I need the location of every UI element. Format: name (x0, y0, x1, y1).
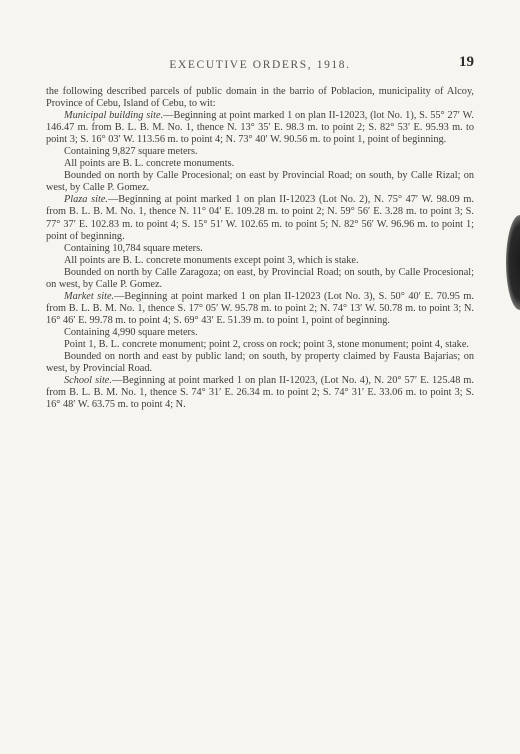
site-label: Municipal building site. (64, 110, 164, 122)
paragraph-area: Containing 4,990 square meters. (64, 326, 198, 338)
paragraph-monuments: All points are B. L. concrete monuments. (64, 158, 235, 170)
paragraph-plaza-site: Plaza site.—Beginning at point marked 1 on plan II-12023 (Lot No. 2), N. 75° 47′ W. 98.09 m. from B. L. B. M. No. 1, thence N. 11° 04′ E. 109.28 m. to point 2; N. 59° 56′ E. 3.28 m. to point 3; S. 77° 37′ E. 102.83 m. to point 4; S. 15° 51′ W. 102.65 m. to point 5; N. 82° 56′ W. 96.96 m. to point 1; point of beginning. (46, 194, 474, 242)
paragraph-bounds: Bounded on north by Calle Zaragoza; on east, by Provincial Road; on south, by Calle Procesional; on west, by Calle P. Gomez. (46, 266, 474, 290)
running-title: EXECUTIVE ORDERS, 1918. (169, 59, 351, 71)
paragraph-bounds: Bounded on north and east by public land; on south, by property claimed by Fausta Bajarias; on west, by Provincial Road. (46, 351, 474, 375)
paragraph-school-site: School site.—Beginning at point marked 1 on plan II-12023, (Lot No. 4), N. 20° 57′ E. 125.48 m. from B. L. B. M. No. 1, thence S. 74° 31′ E. 26.34 m. to point 2; S. 74° 31′ E. 33.06 m. to point 3; S. 16° 48′ W. 63.75 m. to point 4; N. (46, 375, 474, 411)
page-header (46, 54, 474, 76)
body-text (46, 86, 474, 411)
site-label: Plaza site. (64, 194, 108, 206)
page-number: 19 (459, 54, 474, 70)
paragraph-intro: the following described parcels of public domain in the barrio of Poblacion, municipality of Alcoy, Province of Cebu, Island of Cebu, to wit: (46, 86, 474, 110)
paragraph-bounds: Bounded on north by Calle Procesional; on east by Provincial Road; on south, by Calle Rizal; on west, by Calle P. Gomez. (46, 170, 474, 194)
site-label: School site. (64, 375, 112, 387)
paragraph-area: Containing 9,827 square meters. (64, 146, 198, 158)
paragraph-area: Containing 10,784 square meters. (64, 242, 203, 254)
paragraph-monuments: Point 1, B. L. concrete monument; point 2, cross on rock; point 3, stone monument; point 4, stake. (64, 338, 469, 350)
page-edge-shadow (506, 215, 520, 310)
paragraph-monuments: All points are B. L. concrete monuments except point 3, which is stake. (64, 254, 359, 266)
paragraph-market-site: Market site.—Beginning at point marked 1 on plan II-12023 (Lot No. 3), S. 50° 40′ E. 70.95 m. from B. L. B. M. No. 1, thence S. 17° 05′ W. 95.78 m. to point 2; N. 74° 13′ W. 50.78 m. to point 3; N. 16° 46′ E. 99.78 m. to point 4; S. 69° 43′ E. 51.39 m. to point 1, point of beginning. (46, 290, 475, 326)
site-label: Market site. (64, 290, 115, 302)
paragraph-municipal-building: Municipal building site.—Beginning at point marked 1 on plan II-12023, (lot No. 1), S. 55° 27′ W. 146.47 m. from B. L. B. M. No. 1, thence N. 13° 35′ E. 98.3 m. to point 2; S. 82° 53′ E. 95.93 m. to point 3; S. 16° 03′ W. 113.56 m. to point 4; N. 73° 40′ W. 90.56 m. to point 1, point of beginning. (46, 110, 475, 146)
